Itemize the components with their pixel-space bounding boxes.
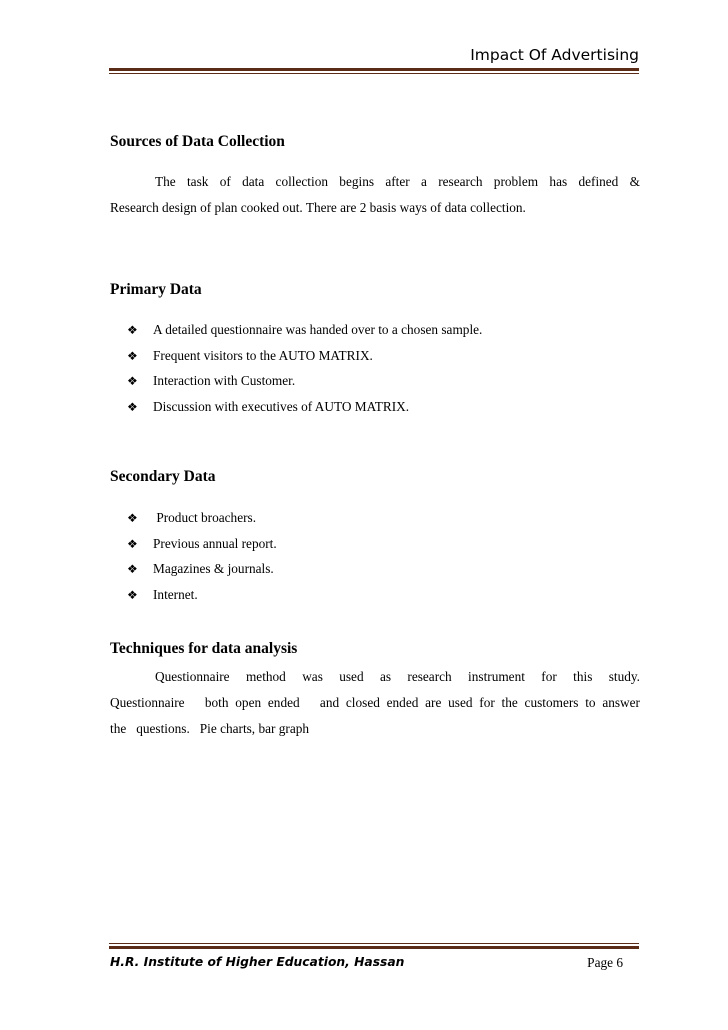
- header-rule-thick: [109, 68, 639, 71]
- footer-institution: H.R. Institute of Higher Education, Hassan: [110, 955, 405, 969]
- list-item-text: Product broachers.: [153, 510, 257, 525]
- section-heading-sources: Sources of Data Collection: [110, 133, 285, 150]
- list-item: [127, 343, 482, 369]
- list-item-text: A detailed questionnaire was handed over to a chosen sample.: [153, 322, 483, 337]
- list-item: [127, 582, 277, 608]
- footer-rule-thin: [109, 943, 639, 944]
- list-item: [127, 505, 277, 531]
- list-item: [127, 394, 482, 420]
- section-heading-primary: Primary Data: [110, 281, 202, 298]
- section-paragraph-line: the questions. Pie charts, bar graph: [110, 721, 310, 736]
- list-item: [127, 531, 277, 557]
- list-item-text: Interaction with Customer.: [153, 373, 296, 388]
- list-item-text: Internet.: [153, 586, 198, 602]
- section-paragraph-line: Questionnaire both open ended and closed ended are used for the customers to answer: [110, 695, 640, 710]
- list-item-text: Discussion with executives of AUTO MATRIX.: [153, 398, 410, 414]
- list-item-text: Previous annual report.: [153, 535, 277, 551]
- list-item-text: Magazines & journals.: [153, 561, 274, 576]
- primary-data-list: [127, 317, 482, 419]
- diamond-bullet-icon: ❖: [127, 348, 138, 363]
- secondary-data-list: [127, 505, 277, 607]
- diamond-bullet-icon: ❖: [127, 562, 138, 576]
- header-rule-thin: [109, 73, 639, 74]
- diamond-bullet-icon: ❖: [127, 587, 138, 602]
- section-heading-techniques: Techniques for data analysis: [110, 640, 298, 657]
- list-item: [127, 317, 482, 343]
- list-item: [127, 556, 277, 582]
- diamond-bullet-icon: ❖: [127, 399, 138, 414]
- section-heading-secondary: Secondary Data: [110, 468, 216, 485]
- header-title: Impact Of Advertising: [470, 46, 639, 64]
- diamond-bullet-icon: ❖: [127, 323, 138, 337]
- list-item-text: Frequent visitors to the AUTO MATRIX.: [153, 347, 373, 363]
- diamond-bullet-icon: ❖: [127, 374, 138, 388]
- list-item: [127, 368, 482, 394]
- diamond-bullet-icon: ❖: [127, 536, 138, 551]
- section-paragraph-line: Questionnaire method was used as research instrument for this study.: [155, 669, 640, 684]
- section-paragraph-line: The task of data collection begins after a research problem has defined &: [155, 174, 640, 189]
- section-paragraph-line: Research design of plan cooked out. There are 2 basis ways of data collection.: [110, 200, 526, 215]
- page-number: Page 6: [587, 955, 623, 970]
- diamond-bullet-icon: ❖: [127, 511, 138, 525]
- footer-rule-thick: [109, 946, 639, 949]
